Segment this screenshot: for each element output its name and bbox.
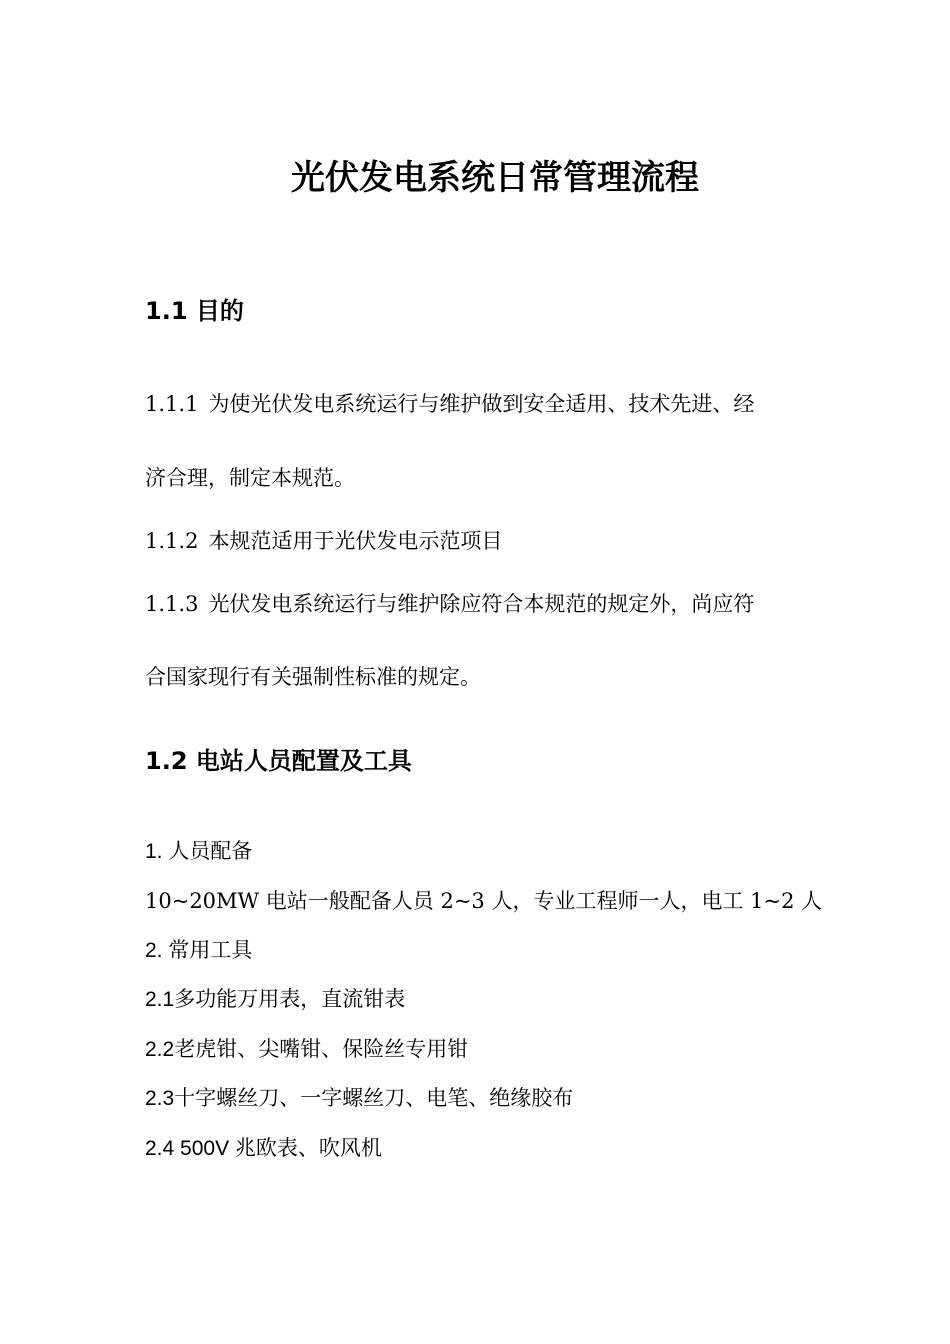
document-title: 光伏发电系统日常管理流程 <box>291 158 699 198</box>
section-heading-1-1: 1.1 目的 <box>145 297 244 325</box>
paragraph-text: 光伏发电系统运行与维护除应符合本规范的规定外，尚应符 <box>208 592 755 616</box>
paragraph-1-1-1-line2: 济合理，制定本规范。 <box>145 466 355 490</box>
paragraph-1-1-3-line1 <box>145 590 754 618</box>
tool-item: 2.1多功能万用表，直流钳表 <box>145 988 406 1011</box>
tool-item: 2.2老虎钳、尖嘴钳、保险丝专用钳 <box>145 1038 469 1061</box>
tools-title: 2. 常用工具 <box>145 939 253 962</box>
tool-item: 2.3十字螺丝刀、一字螺丝刀、电笔、绝缘胶布 <box>145 1087 574 1110</box>
staff-title: 1. 人员配备 <box>145 840 253 863</box>
staff-text: 10~20MW 电站一般配备人员 2~3 人，专业工程师一人，电工 1~2 人 <box>145 889 823 913</box>
paragraph-number: 1.1.2 <box>145 529 199 553</box>
paragraph-1-1-2 <box>145 527 502 555</box>
tool-item: 2.4 500V 兆欧表、吹风机 <box>145 1137 382 1160</box>
paragraph-number: 1.1.3 <box>145 592 199 616</box>
paragraph-1-1-1-line1 <box>145 390 754 418</box>
section-heading-1-2: 1.2 电站人员配置及工具 <box>145 747 412 775</box>
paragraph-1-1-3-line2: 合国家现行有关强制性标准的规定。 <box>145 665 481 689</box>
paragraph-text: 本规范适用于光伏发电示范项目 <box>208 529 503 553</box>
paragraph-text: 为使光伏发电系统运行与维护做到安全适用、技术先进、经 <box>208 392 755 416</box>
paragraph-number: 1.1.1 <box>145 392 199 416</box>
